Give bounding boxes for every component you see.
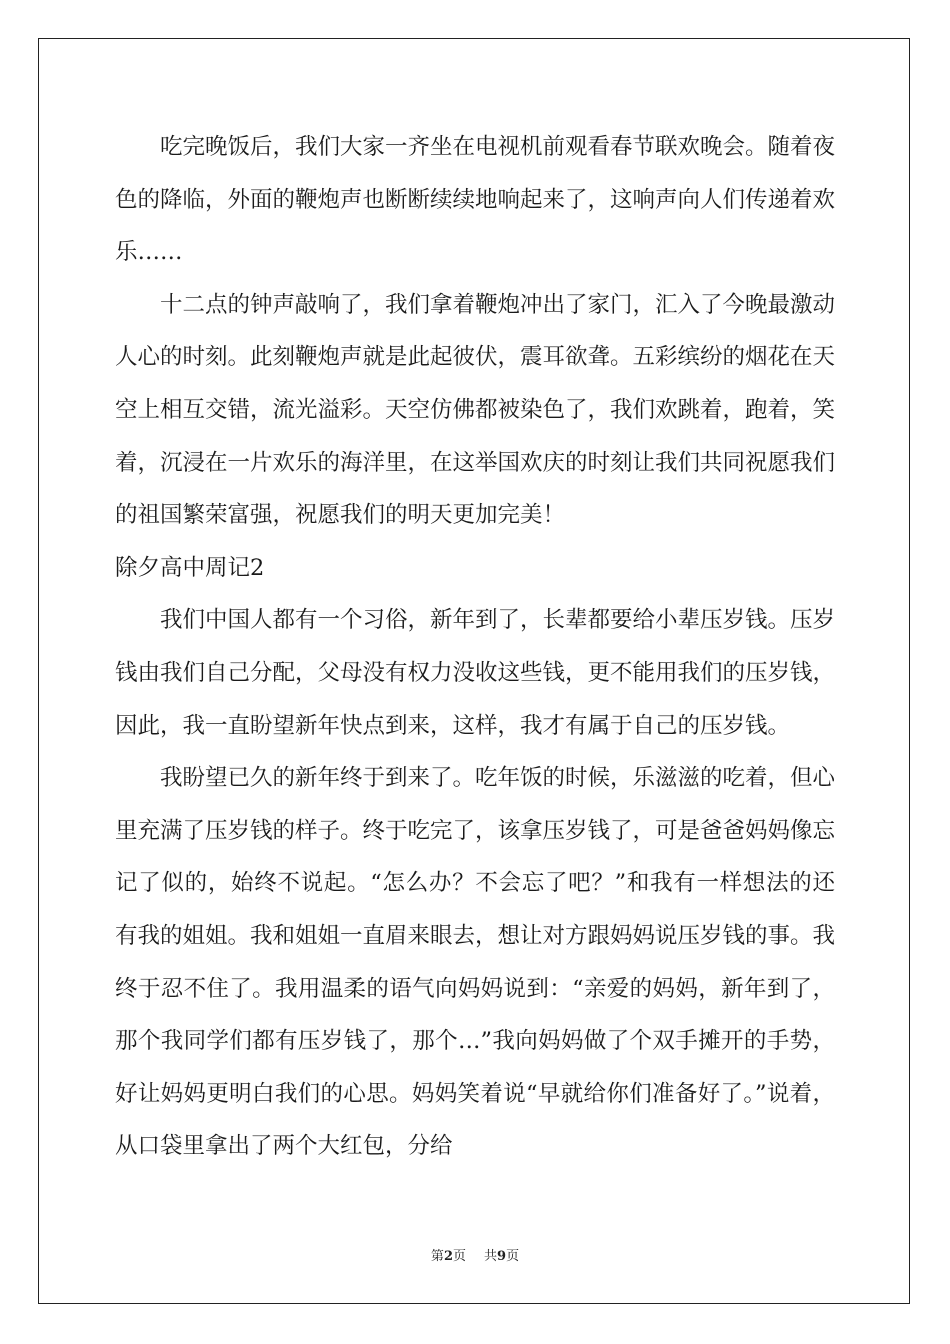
paragraph: 我盼望已久的新年终于到来了。吃年饭的时候，乐滋滋的吃着，但心里充满了压岁钱的样子。终于吃完了，该拿压岁钱了，可是爸爸妈妈像忘记了似的，始终不说起。“怎么办？不会忘了吧？”和我有一样想法的还有我的姐姐。我和姐姐一直眉来眼去，想让对方跟妈妈说压岁钱的事。我终于忍不住了。我用温柔的语气向妈妈说到：“亲爱的妈妈，新年到了，那个我同学们都有压岁钱了，那个…”我向妈妈做了个双手摊开的手势，好让妈妈更明白我们的心思。妈妈笑着说“早就给你们准备好了。”说着，从口袋里拿出了两个大红包，分给 [115,765,836,1160]
total-page-number: 9 [497,1249,507,1264]
paragraph: 十二点的钟声敲响了，我们拿着鞭炮冲出了家门，汇入了今晚最激动人心的时刻。此刻鞭炮声就是此起彼伏，震耳欲聋。五彩缤纷的烟花在天空上相互交错，流光溢彩。天空仿佛都被染色了，我们欢跳着，跑着，笑着，沉浸在一片欢乐的海洋里，在这举国欢庆的时刻让我们共同祝愿我们的祖国繁荣富强，祝愿我们的明天更加完美！ [115,291,836,529]
section-title: 除夕高中周记2 [115,554,265,581]
document-body [115,121,835,1173]
total-prefix: 共 [484,1249,498,1264]
current-page-number: 2 [443,1249,453,1264]
page-prefix: 第 [430,1249,444,1264]
page-suffix: 页 [452,1249,466,1264]
paragraph: 我们中国人都有一个习俗，新年到了，长辈都要给小辈压岁钱。压岁钱由我们自己分配，父母没有权力没收这些钱，更不能用我们的压岁钱，因此，我一直盼望新年快点到来，这样，我才有属于自己的压岁钱。 [115,607,836,739]
paragraph: 吃完晚饭后，我们大家一齐坐在电视机前观看春节联欢晚会。随着夜色的降临，外面的鞭炮声也断断续续地响起来了，这响声向人们传递着欢乐…… [115,134,836,266]
total-suffix: 页 [506,1249,520,1264]
page-footer [0,1245,950,1264]
